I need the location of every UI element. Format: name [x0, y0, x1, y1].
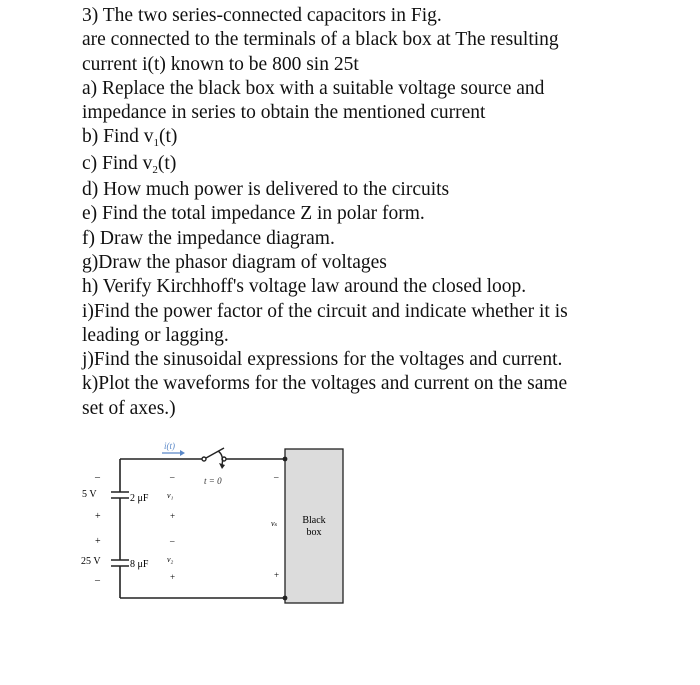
problem-line-4: a) Replace the black box with a suitable voltage source and	[82, 77, 545, 99]
switch	[202, 448, 226, 469]
switch-label: t = 0	[204, 476, 222, 486]
problem-line-5: impedance in series to obtain the mentioned current	[82, 102, 486, 124]
capacitor-1-capacitance: 2 μF	[130, 493, 149, 504]
question-i: i)Find the power factor of the circuit and indicate whether it is	[82, 300, 568, 322]
capacitor-2-minus: –	[95, 575, 100, 586]
capacitor-1-minus: –	[95, 472, 100, 483]
switch-terminal-left	[202, 457, 206, 461]
current-arrow-head	[180, 450, 185, 456]
circuit-diagram	[78, 440, 368, 610]
capacitor-2-plus: +	[95, 536, 101, 547]
question-d: d) How much power is delivered to the circuits	[82, 179, 450, 201]
v1-label: v₁	[167, 491, 174, 500]
question-g: g)Draw the phasor diagram of voltages	[82, 251, 387, 273]
question-b-suffix: (t)	[159, 126, 178, 148]
question-k-cont: set of axes.)	[82, 397, 176, 419]
black-box-terminal-top	[283, 457, 288, 462]
question-b	[82, 125, 694, 151]
problem-line-2: are connected to the terminals of a black box at The resulting	[82, 29, 559, 51]
vs-label: vₛ	[271, 519, 278, 528]
switch-arrow	[218, 451, 223, 465]
capacitor-1	[111, 492, 129, 498]
question-c	[82, 152, 694, 178]
black-box	[285, 449, 343, 603]
question-f: f) Draw the impedance diagram.	[82, 227, 335, 249]
question-b-prefix: b) Find v	[82, 126, 154, 148]
v1-plus: +	[170, 511, 176, 521]
question-c-prefix: c) Find v	[82, 152, 153, 174]
v2-minus: –	[170, 536, 175, 546]
black-box-label-line2: box	[306, 527, 322, 538]
problem-line-3: current i(t) known to be 800 sin 25t	[82, 53, 359, 75]
question-j: j)Find the sinusoidal expressions for the voltages and current.	[82, 349, 563, 371]
question-b-sub: 1	[153, 137, 160, 150]
question-h: h) Verify Kirchhoff's voltage law around the closed loop.	[82, 276, 527, 298]
capacitor-2	[111, 560, 129, 566]
v1-minus: –	[170, 472, 175, 482]
problem-line-1: 3) The two series-connected capacitors in Fig.	[82, 5, 442, 26]
capacitor-2-voltage: 25 V	[81, 556, 101, 567]
question-c-suffix: (t)	[157, 152, 177, 174]
capacitor-1-voltage: 5 V	[82, 489, 97, 500]
vs-minus: –	[274, 472, 279, 482]
capacitor-1-plus: +	[95, 511, 101, 522]
capacitor-2-capacitance: 8 μF	[130, 559, 149, 570]
question-k: k)Plot the waveforms for the voltages and current on the same	[82, 373, 568, 395]
current-label: i(t)	[164, 441, 175, 451]
question-i-cont: leading or lagging.	[82, 324, 229, 346]
question-c-sub: 2	[152, 163, 158, 176]
v2-plus: +	[170, 572, 176, 582]
black-box-label-line1: Black	[302, 515, 326, 526]
v2-label: v₂	[167, 555, 174, 564]
vs-plus: +	[274, 570, 280, 580]
black-box-terminal-bottom	[283, 596, 288, 601]
problem-text	[82, 4, 694, 421]
question-e: e) Find the total impedance Z in polar form.	[82, 203, 425, 225]
